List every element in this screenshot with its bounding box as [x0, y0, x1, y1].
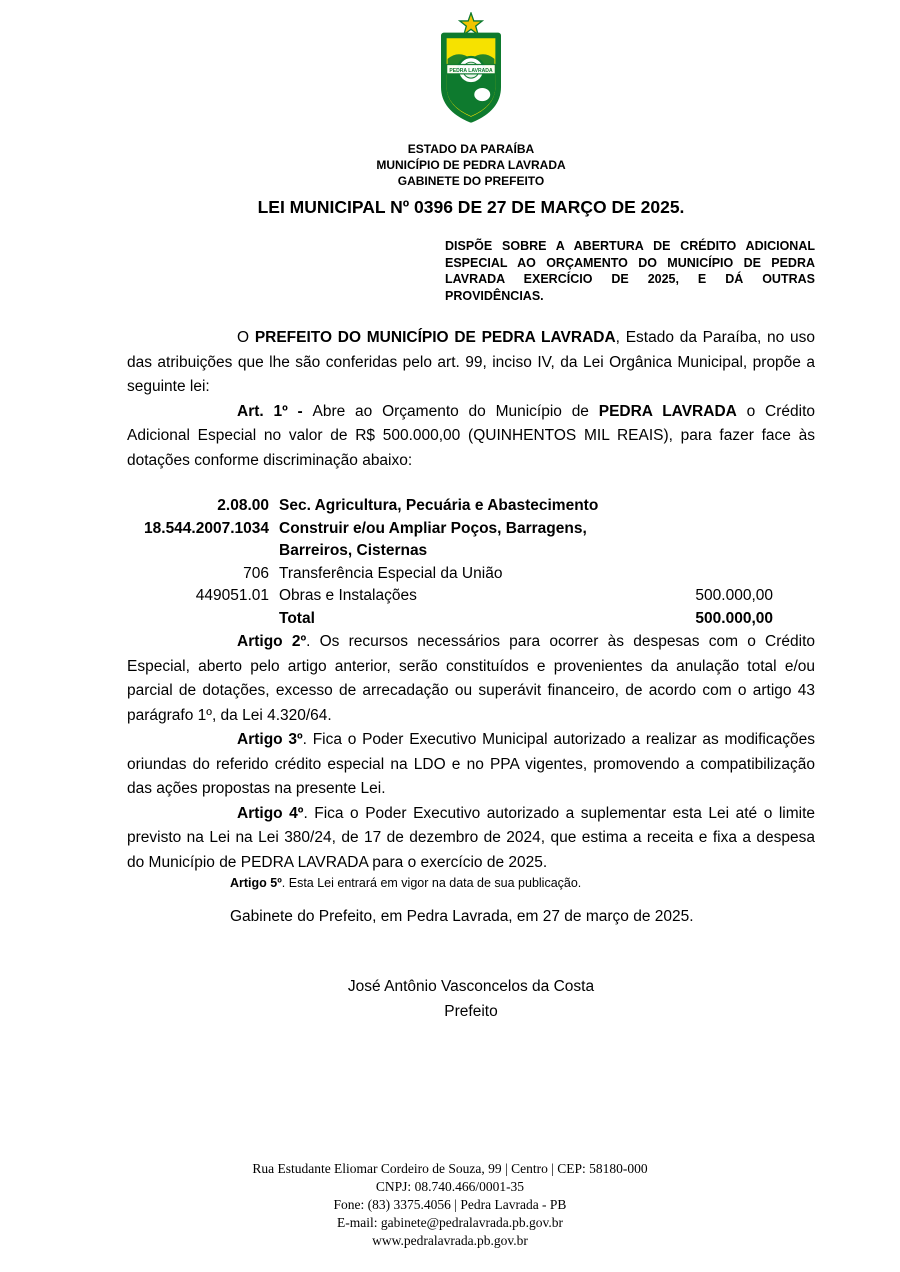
footer-phone: Fone: (83) 3375.4056 | Pedra Lavrada - PB	[333, 1197, 567, 1212]
budget-code: 2.08.00	[217, 497, 269, 514]
budget-desc: Sec. Agricultura, Pecuária e Abastecimento	[279, 497, 599, 514]
preamble-pre: O	[237, 329, 255, 346]
footer-website: www.pedralavrada.pb.gov.br	[372, 1233, 528, 1248]
artigo-1-pre: Abre ao Orçamento do Município de	[312, 402, 599, 420]
paragraph-artigo-2	[127, 630, 815, 728]
paragraph-artigo-3	[127, 728, 815, 802]
budget-value: 500.000,00	[695, 609, 773, 627]
artigo-2-text: . Os recursos necessários para ocorrer às despesas com o Crédito Especial, aberto pelo artigo anterior, serão constituídos e provenientes da anulação total e/ou parcial de dotações, excesso de arrecadação ou superávit financeiro, de acordo com o artigo 43 parágrafo 1º, da Lei 4.320/64.	[127, 633, 816, 724]
table-row	[127, 518, 815, 563]
footer-cnpj: CNPJ: 08.740.466/0001-35	[375, 1179, 525, 1194]
preamble-bold: PREFEITO DO MUNICÍPIO DE PEDRA LAVRADA	[254, 329, 616, 346]
crest-ball	[474, 87, 491, 101]
budget-desc: Obras e Instalações	[279, 587, 417, 604]
table-row-total	[127, 608, 815, 631]
coat-of-arms-graphic	[424, 12, 518, 132]
budget-code: 706	[243, 564, 269, 582]
budget-code	[127, 608, 269, 631]
artigo-4-label: Artigo 4º	[237, 804, 304, 822]
law-title: LEI MUNICIPAL Nº 0396 DE 27 DE MARÇO DE 2025.	[257, 197, 685, 217]
artigo-1-bold: PEDRA LAVRADA	[598, 402, 737, 420]
budget-code: 18.544.2007.1034	[144, 519, 269, 537]
header-municipality: MUNICÍPIO DE PEDRA LAVRADA	[376, 158, 566, 172]
paragraph-preamble	[127, 326, 815, 400]
budget-value	[665, 563, 815, 586]
artigo-5-text: . Esta Lei entrará em vigor na data de sua publicação.	[281, 876, 582, 890]
table-row	[127, 495, 815, 518]
preamble-post: , Estado da Paraíba, no uso das atribuições que lhe são conferidas pelo art. 99, inciso IV, da Lei Orgânica Municipal, propõe a seguinte lei:	[127, 329, 815, 395]
artigo-4-text: . Fica o Poder Executivo autorizado a suplementar esta Lei até o limite previsto na Lei na Lei 380/24, de 17 de dezembro de 2024, que estima a receita e fixa a despesa do Município de PEDRA LAVRADA para o exercício de 2025.	[127, 804, 815, 871]
artigo-3-text: . Fica o Poder Executivo Municipal autorizado a realizar as modificações oriundas do referido crédito especial na LDO e no PPA vigentes, promovendo a compatibilização das ações propostas na presente Lei.	[127, 731, 815, 797]
paragraph-artigo-1	[127, 400, 815, 474]
paragraph-artigo-5	[127, 875, 815, 892]
budget-desc: Total	[279, 609, 315, 627]
header-office: GABINETE DO PREFEITO	[397, 174, 545, 188]
header-state: ESTADO DA PARAÍBA	[407, 142, 535, 156]
budget-desc: Transferência Especial da União	[279, 564, 503, 582]
table-row	[127, 585, 815, 608]
crest-banner-text: PEDRA LAVRADA	[449, 67, 493, 74]
paragraph-artigo-4	[127, 802, 815, 876]
closing-line: Gabinete do Prefeito, em Pedra Lavrada, em 27 de março de 2025.	[230, 908, 694, 925]
footer-email: E-mail: gabinete@pedralavrada.pb.gov.br	[337, 1215, 563, 1230]
budget-value	[665, 495, 815, 518]
artigo-5-label: Artigo 5º	[230, 876, 282, 890]
signature-name: José Antônio Vasconcelos da Costa	[347, 978, 595, 995]
budget-code: 449051.01	[195, 587, 269, 604]
footer-letterhead	[0, 1160, 900, 1250]
budget-desc: Construir e/ou Ampliar Poços, Barragens, Barreiros, Cisternas	[279, 519, 587, 559]
artigo-1-post: o Crédito Adicional Especial no valor de R$ 500.000,00 (QUINHENTOS MIL REAIS), para fazer face às dotações conforme discriminação abaixo:	[127, 402, 816, 469]
artigo-2-label: Artigo 2º	[237, 633, 307, 650]
signature-role: Prefeito	[444, 1003, 498, 1020]
municipal-coat-of-arms	[127, 12, 815, 137]
budget-value: 500.000,00	[695, 587, 773, 604]
table-row	[127, 563, 815, 586]
budget-table	[127, 495, 815, 630]
budget-value	[665, 518, 815, 563]
artigo-1-label: Art. 1º -	[237, 402, 313, 420]
artigo-3-label: Artigo 3º	[237, 731, 303, 748]
footer-address: Rua Estudante Eliomar Cordeiro de Souza, 99 | Centro | CEP: 58180-000	[252, 1161, 648, 1176]
law-summary: DISPÕE SOBRE A ABERTURA DE CRÉDITO ADICIONAL ESPECIAL AO ORÇAMENTO DO MUNICÍPIO DE PEDRA LAVRADA EXERCÍCIO DE 2025, E DÁ OUTRAS PROVIDÊNCIAS.	[445, 239, 815, 303]
crest-star-icon	[460, 13, 483, 35]
